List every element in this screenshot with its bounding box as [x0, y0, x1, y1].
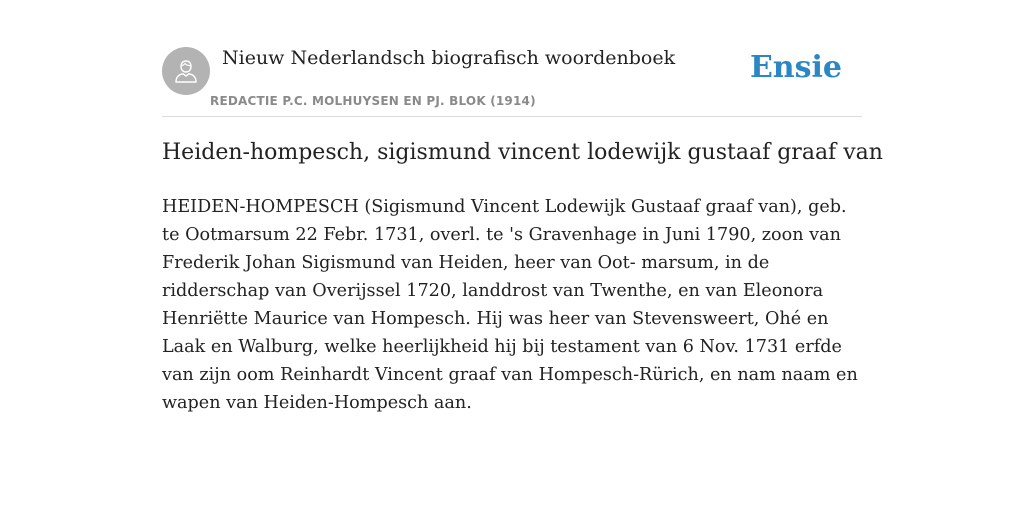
book-header	[162, 44, 862, 117]
brand-logo[interactable]: Ensie	[749, 50, 842, 85]
entry-body: HEIDEN-HOMPESCH (Sigismund Vincent Lodewijk Gustaaf graaf van), geb. te Ootmarsum 22 Febr. 1731, overl. te 's Gravenhage in Juni 1790, zoon van Frederik Johan Sigismund van Heiden, heer van Oot- marsum, in de ridderschap van Overijssel 1720, landdrost van Twenthe, en van Eleonora Henriëtte Maurice van Hompesch. Hij was heer van Stevensweert, Ohé en Laak en Walburg, welke heerlijkheid hij bij testament van 6 Nov. 1731 erfde van zijn oom Reinhardt Vincent graaf van Hompesch-Rürich, en nam naam en wapen van Heiden-Hompesch aan.	[162, 197, 858, 413]
book-editors: REDACTIE P.C. MOLHUYSEN EN PJ. BLOK (1914)	[210, 94, 536, 108]
avatar[interactable]	[162, 47, 210, 95]
book-title[interactable]: Nieuw Nederlandsch biografisch woordenboek	[222, 47, 676, 69]
user-icon	[171, 56, 201, 86]
entry-title: Heiden-hompesch, sigismund vincent lodewijk gustaaf graaf van	[162, 140, 883, 165]
